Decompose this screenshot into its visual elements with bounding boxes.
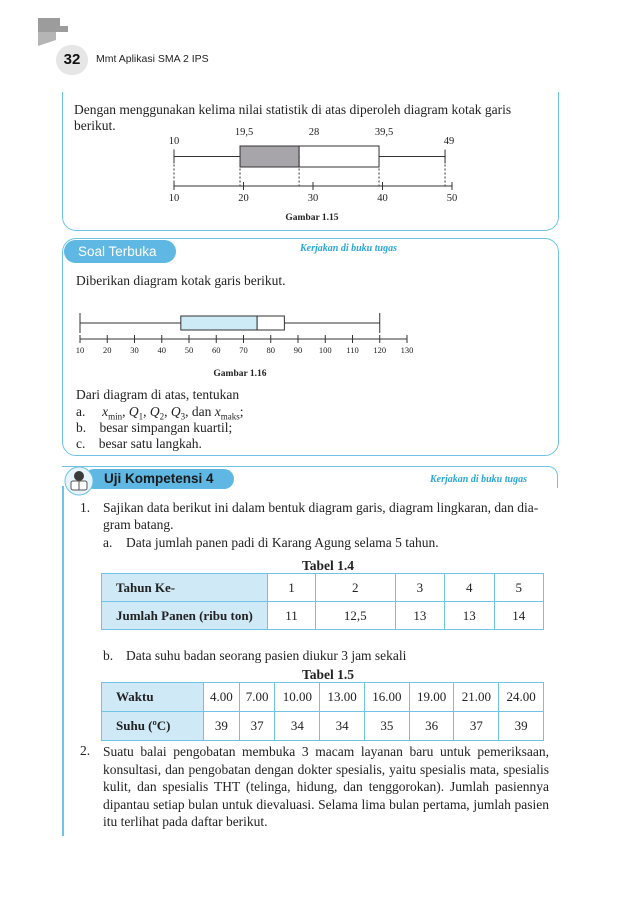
row-header: Suhu (ºC)	[102, 712, 204, 741]
axis-label: 100	[318, 345, 332, 355]
table-cell: 4	[445, 574, 494, 602]
row-header: Tahun Ke-	[102, 574, 268, 602]
axis-label: 90	[293, 345, 303, 355]
axis-label: 130	[400, 345, 414, 355]
axis-label: 50	[184, 345, 194, 355]
top-label-min: 10	[168, 136, 180, 147]
table-cell: 4.00	[204, 683, 240, 712]
box-lower-half	[181, 316, 257, 330]
table-1-5-caption: Tabel 1.5	[301, 667, 355, 682]
q2-line: Suatu balai pengobatan membuka 3 macam layanan baru untuk pemeriksaan,	[103, 744, 549, 759]
q2-line: konsultasi, dan pengobatan dengan dokter spesialis, yaitu spesialis mata, spesialis	[103, 761, 549, 777]
axis-label: 110	[346, 345, 359, 355]
axis-label: 40	[377, 193, 388, 204]
table-cell: 37	[239, 712, 275, 741]
axis-label: 20	[238, 193, 249, 204]
item-text: besar satu langkah.	[98, 436, 202, 451]
axis-label: 70	[239, 345, 248, 355]
box-upper-half	[299, 146, 379, 167]
instruction-note: Kerjakan di buku tugas	[300, 243, 397, 254]
axis-label: 120	[373, 345, 387, 355]
table-1-4-caption: Tabel 1.4	[301, 558, 355, 573]
q1-b-text: Data suhu badan seorang pasien diukur 3 jam sekali	[126, 648, 407, 663]
table-cell: 11	[268, 602, 316, 630]
terminator: ;	[239, 404, 244, 419]
axis-label: 40	[157, 345, 166, 355]
table-cell: 35	[364, 712, 409, 741]
uji-kompetensi-tab: Uji Kompetensi 4	[84, 469, 234, 489]
top-label-q1: 19,5	[234, 127, 254, 138]
table-1-5	[101, 682, 544, 741]
table-row	[102, 683, 544, 712]
table-cell: 14	[494, 602, 544, 630]
table-cell: 13.00	[320, 683, 365, 712]
q2-line: kulit, dan spesialis THT (telinga, hidung, dan tenggorokan). Jumlah pasiennya	[103, 779, 549, 794]
table-cell: 34	[275, 712, 320, 741]
figure-caption: Gambar 1.15	[285, 213, 339, 223]
student-reading-icon	[64, 466, 94, 496]
axis-label: 20	[103, 345, 112, 355]
q1-a-marker: a.	[103, 535, 113, 550]
table-cell: 12,5	[316, 602, 396, 630]
table-cell: 37	[454, 712, 499, 741]
item-text: besar simpangan kuartil;	[99, 420, 233, 435]
top-label-q3: 39,5	[374, 127, 394, 138]
table-cell: 3	[395, 574, 444, 602]
instruction-note: Kerjakan di buku tugas	[430, 474, 527, 485]
table-cell: 13	[445, 602, 494, 630]
figure-caption: Gambar 1.16	[213, 369, 267, 379]
row-header: Jumlah Panen (ribu ton)	[102, 602, 268, 630]
sub-maks: maks	[220, 411, 240, 422]
question-lead: Dari diagram di atas, tentukan	[76, 387, 240, 402]
table-cell: 5	[494, 574, 544, 602]
table-cell: 13	[395, 602, 444, 630]
axis-label: 10	[75, 345, 85, 355]
sub-3: 3	[180, 411, 186, 422]
table-cell: 2	[316, 574, 396, 602]
top-label-median: 28	[308, 127, 320, 138]
item-marker: b.	[76, 420, 87, 435]
box-upper-half	[257, 316, 284, 330]
q2-paragraph	[103, 743, 549, 831]
top-label-max: 49	[443, 136, 455, 147]
q2-number: 2.	[80, 743, 91, 758]
q2-line: itu terlihat pada daftar berikut.	[103, 814, 268, 829]
sub-min: min	[108, 411, 123, 422]
question-item-c	[76, 436, 202, 452]
table-cell: 10.00	[275, 683, 320, 712]
uji-frame-left	[62, 486, 64, 836]
box-lower-half	[240, 146, 299, 167]
q1-b-marker: b.	[103, 648, 114, 663]
var-q2: Q	[149, 404, 160, 419]
sub-2: 2	[159, 411, 165, 422]
sub-1: 1	[138, 411, 144, 422]
q1-number: 1.	[80, 500, 91, 515]
row-header: Waktu	[102, 683, 204, 712]
table-cell: 21.00	[454, 683, 499, 712]
boxplot-figure-1-15	[160, 124, 470, 224]
table-row	[102, 574, 544, 602]
question-item-b	[76, 420, 232, 436]
q1-line2: gram batang.	[103, 517, 174, 532]
axis-label: 60	[212, 345, 221, 355]
item-marker: a.	[76, 404, 86, 419]
q2-line: dipantau setiap bulan untuk dievaluasi. Selama lima bulan pertama, jumlah pasien	[103, 796, 549, 812]
table-cell: 34	[320, 712, 365, 741]
table-cell: 19.00	[409, 683, 454, 712]
axis-label: 50	[446, 193, 458, 204]
var-q1: Q	[128, 404, 139, 419]
axis-label: 80	[266, 345, 275, 355]
var-xmax: x	[214, 404, 221, 419]
table-cell: 7.00	[239, 683, 275, 712]
axis-label: 30	[130, 345, 139, 355]
item-marker: c.	[76, 436, 86, 451]
var-q3: Q	[170, 404, 181, 419]
boxplot-figure-1-16	[70, 305, 420, 380]
q1-line1: Sajikan data berikut ini dalam bentuk diagram garis, diagram lingkaran, dan dia-	[103, 500, 539, 515]
var-x: x	[102, 404, 109, 419]
book-title: Mmt Aplikasi SMA 2 IPS	[96, 53, 209, 65]
soal-terbuka-tab: Soal Terbuka	[64, 240, 176, 263]
table-row	[102, 712, 544, 741]
soal-intro: Diberikan diagram kotak garis berikut.	[76, 273, 286, 288]
axis-label: 10	[168, 193, 180, 204]
page-number: 32	[56, 45, 88, 75]
table-cell: 39	[204, 712, 240, 741]
table-cell: 24.00	[499, 683, 544, 712]
conj: , dan	[185, 404, 215, 419]
table-cell: 36	[409, 712, 454, 741]
table-1-4	[101, 573, 544, 630]
intro-paragraph: Dengan menggunakan kelima nilai statistik di atas diperoleh diagram kotak garis berikut.	[74, 102, 512, 133]
table-cell: 39	[499, 712, 544, 741]
table-cell: 1	[268, 574, 316, 602]
table-row	[102, 602, 544, 630]
question-item-a: a. $x_{min}$, $Q_1$, $Q_2$, $Q_3$, dan $x_{maks}$;	[76, 404, 244, 422]
q1-a-text: Data jumlah panen padi di Karang Agung selama 5 tahun.	[126, 535, 439, 550]
table-cell: 16.00	[364, 683, 409, 712]
axis-label: 30	[307, 193, 319, 204]
